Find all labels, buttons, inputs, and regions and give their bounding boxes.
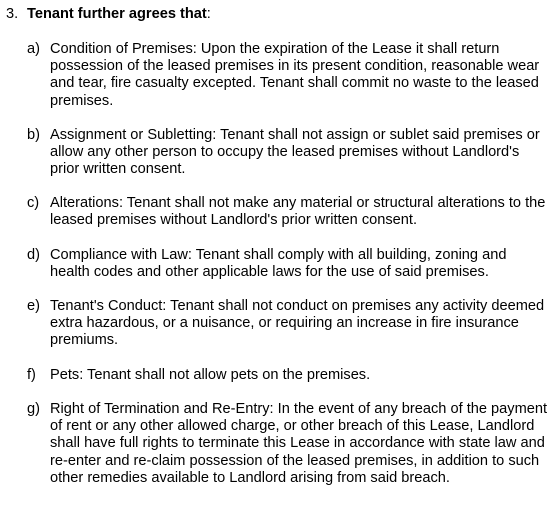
clause-text: Condition of Premises: Upon the expiration of the Lease it shall return possession of the leased premises in its present condition, reasonable wear and tear, fire casualty excepted. Tenant shall commit no waste to the leased premises.: [50, 41, 540, 109]
clause-text: Pets: Tenant shall not allow pets on the premises.: [50, 367, 371, 383]
clause-text: Compliance with Law: Tenant shall comply with all building, zoning and health codes and other applicable laws for the use of said premises.: [50, 247, 507, 281]
section-heading: [6, 6, 211, 23]
clause-letter: e): [27, 298, 40, 314]
clause-c: [27, 195, 547, 229]
clause-text: Assignment or Subletting: Tenant shall not assign or sublet said premises or allow any other person to occupy the leased premises without Landlord's prior written consent.: [50, 127, 540, 178]
clause-letter: a): [27, 41, 40, 57]
section-title-colon: :: [206, 6, 211, 22]
clause-text: Alterations: Tenant shall not make any material or structural alterations to the leased premises without Landlord's prior written consent.: [50, 195, 546, 229]
clause-b: [27, 127, 547, 179]
clause-letter: b): [27, 127, 40, 143]
clause-f: [27, 367, 547, 384]
clause-letter: g): [27, 401, 40, 417]
clause-a: [27, 41, 547, 110]
section-number: 3.: [6, 6, 19, 22]
clause-letter: c): [27, 195, 40, 211]
clause-d: [27, 247, 547, 281]
clause-g: [27, 401, 547, 487]
clause-e: [27, 298, 547, 350]
clause-letter: f): [27, 367, 36, 383]
section-title: Tenant further agrees that: [27, 6, 207, 22]
clause-text: Right of Termination and Re-Entry: In the event of any breach of the payment of rent or any other allowed charge, or other breach of this Lease, Landlord shall have full rights to terminate this Lease in accordance with state law and re-enter and re-claim possession of the leased premises, in addition to such other remedies available to Landlord arising from said breach.: [50, 401, 548, 486]
clause-letter: d): [27, 247, 40, 263]
clause-text: Tenant's Conduct: Tenant shall not conduct on premises any activity deemed extra hazardous, or a nuisance, or requiring an increase in fire insurance premiums.: [50, 298, 545, 349]
